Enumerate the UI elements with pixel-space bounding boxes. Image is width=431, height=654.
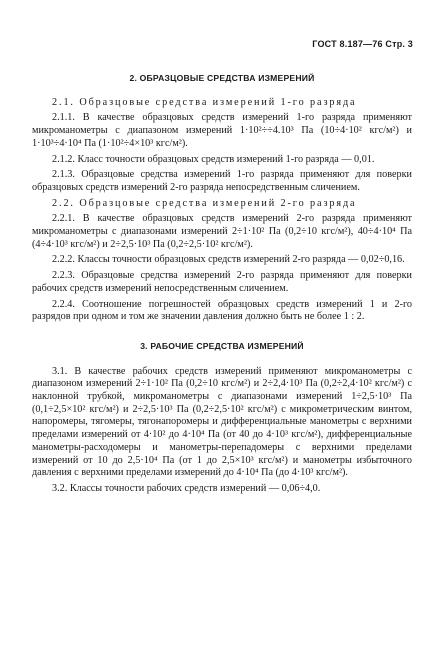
page-content bbox=[32, 72, 412, 499]
section-2-heading: 2. ОБРАЗЦОВЫЕ СРЕДСТВА ИЗМЕРЕНИЙ bbox=[129, 73, 315, 83]
paragraph-2-2-4: 2.2.4. Соотношение погрешностей образцовых средств измерений 1 и 2-го разрядов при одном и том же значении давления должно быть не более 1 : 2. bbox=[32, 298, 412, 323]
section-3-heading: 3. РАБОЧИЕ СРЕДСТВА ИЗМЕРЕНИЙ bbox=[140, 340, 304, 351]
paragraph-2-2-3: 2.2.3. Образцовые средства измерений 2-го разряда применяют для поверки рабочих средств измерений непосредственным сличением. bbox=[32, 270, 412, 294]
paragraph-3-1: 3.1. В качестве рабочих средств измерений применяют микроманометры с диапазоном измерений 2÷1·10² Па (0,2÷10 кгс/м²) и 2÷2,4·10³ Па (0,2÷2,4·10² кгс/м²) с наклонной трубкой, микроманометры с диапазонами измерений 1÷2,5·10³ Па (0,1÷2,5×10² кгс/м²) и 2÷2,5·10³ Па (0,2÷2,5·10² кгс/м²) с микрометрическим винтом, напоромеры, тягомеры, тягонапоромеры и дифференциальные манометры с верхними пределами измерений от 4·10² до 4·10⁴ Па (от 40 до 4·10³ кгс/м²), дифференциальные манометры-расходомеры и манометры-перепадомеры с верхними пределами измерений от 10 до 2,5·10⁴ Па (от 1 до 2,5×10³ кгс/м²) и манометры избыточного давления с верхними пределами измерений до 4·10⁴ Па (до 4·10³ кгс/м²). bbox=[32, 365, 412, 479]
paragraph-2-1-1: 2.1.1. В качестве образцовых средств измерений 1-го разряда применяют микроманометры с диапазоном измерений 1·10²÷÷4.10³ Па (10÷4·10² кгс/м²) и 1·10³÷4·10⁴ Па (1·10²÷4×10³ кгс/м²). bbox=[32, 112, 412, 149]
paragraph-2-1-3: 2.1.3. Образцовые средства измерений 1-го разряда применяют для поверки образцовых средств измерений 2-го разряда непосредственным сличением. bbox=[32, 169, 412, 193]
paragraph-2-2-2: 2.2.2. Классы точности образцовых средств измерений 2-го разряда — 0,02÷0,16. bbox=[52, 254, 405, 266]
running-head: ГОСТ 8.187—76 Стр. 3 bbox=[312, 39, 413, 49]
paragraph-2-2: 2.2. Образцовые средства измерений 2-го разряда bbox=[52, 197, 357, 209]
paragraph-2-1: 2.1. Образцовые средства измерений 1-го разряда bbox=[52, 96, 357, 108]
paragraph-2-2-1: 2.2.1. В качестве образцовых средств измерений 2-го разряда применяют микроманометры с диапазонами измерений 2÷1·10² Па (0,2÷10 кгс/м²), 40÷4·10⁴ Па (4÷4·10³ кгс/м²) и 2÷2,5·10³ Па (0,2÷2,5·10² кгс/м²). bbox=[32, 213, 412, 250]
paragraph-3-2: 3.2. Классы точности рабочих средств измерений — 0,06÷4,0. bbox=[52, 482, 321, 494]
paragraph-2-1-2: 2.1.2. Класс точности образцовых средств измерений 1-го разряда — 0,01. bbox=[52, 153, 375, 165]
